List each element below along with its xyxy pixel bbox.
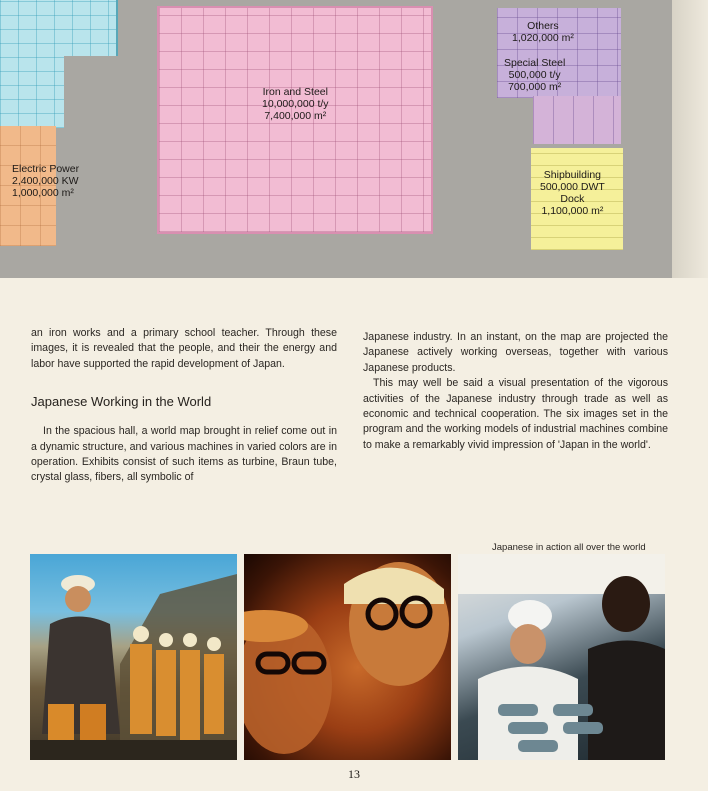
right-column — [363, 330, 668, 453]
electric-power-label: Electric Power 2,400,000 KW 1,000,000 m² — [12, 163, 80, 199]
iron-steel-label: Iron and Steel 10,000,000 t/y 7,400,000 m² — [262, 86, 329, 122]
left-column — [31, 326, 337, 486]
map-road-notch — [64, 56, 120, 128]
special-steel-zone — [533, 96, 621, 144]
industrial-map — [0, 0, 672, 278]
shipbuilding-label: Shipbuilding 500,000 DWT Dock 1,100,000 m² — [540, 169, 605, 217]
page-number: 13 — [348, 767, 360, 781]
intro-paragraph: an iron works and a primary school teacher. Through these images, it is revealed that the people, and their the energy and labor have supported the rapid development of Japan. — [31, 327, 337, 370]
section-heading: Japanese Working in the World — [31, 394, 212, 410]
photo-technicians-at-machine — [458, 554, 665, 760]
photo-caption: Japanese in action all over the world — [492, 542, 646, 553]
body-paragraph: In the spacious hall, a world map brought in relief come out in a dynamic structure, and various machines in varied colors are in operation. Exhibits consist of such items as turbine, Braun tube, crystal glass, fibers, all symbolic of — [31, 425, 337, 484]
photo-workers-in-helmets — [30, 554, 237, 760]
closing-paragraph: This may well be said a visual presentation of the vigorous activities of the Japanese industry through trade as well as economic and technical cooperation. The six images set in the program and the working models of industrial machines combine to make a remarkably vivid impression of 'Japan in the world'. — [363, 377, 668, 451]
special-steel-label: Special Steel 500,000 t/y 700,000 m² — [504, 57, 566, 93]
continued-paragraph: Japanese industry. In an instant, on the map are projected the Japanese actively working overseas, together with various Japanese products. — [363, 331, 668, 374]
photo-worker-with-glasses — [244, 554, 451, 760]
map-page-edge — [672, 0, 708, 278]
others-label: Others 1,020,000 m² — [512, 20, 574, 44]
